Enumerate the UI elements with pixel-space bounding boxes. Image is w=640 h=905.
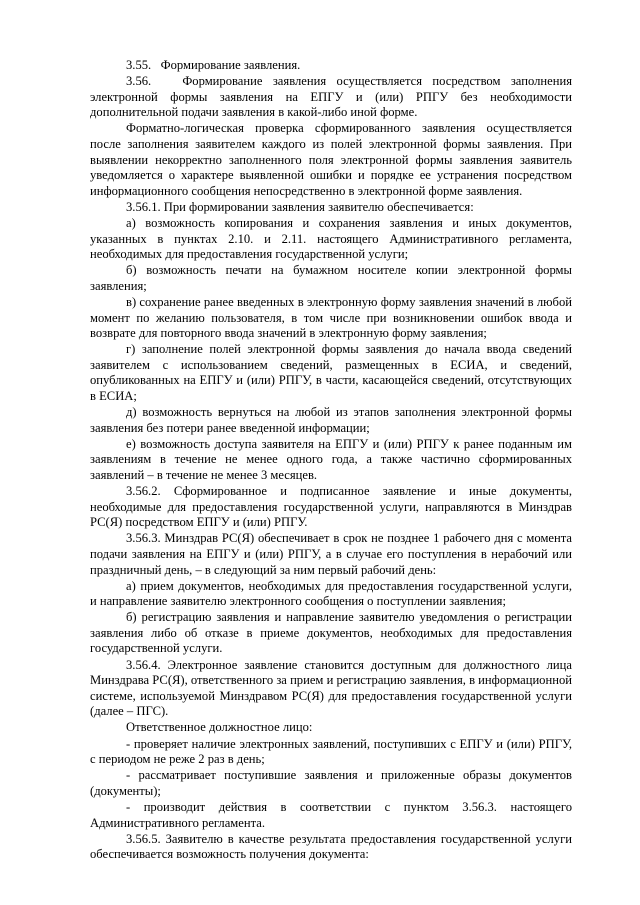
paragraph-3-56-2: 3.56.2. Сформированное и подписанное заявление и иные документы, необходимые для предоставления государственной услуги, направляются в Минздрав РС(Я) посредством ЕПГУ и (или) РПГУ. bbox=[90, 484, 572, 530]
list-item-g: г) заполнение полей электронной формы заявления до начала ввода сведений заявителем с использованием сведений, размещенных в ЕСИА, и сведений, опубликованных на ЕПГУ и (или) РПГУ, в части, касающейся сведений, отсутствующих в ЕСИА; bbox=[90, 342, 572, 403]
list-item-dash-1: - проверяет наличие электронных заявлений, поступивших с ЕПГУ и (или) РПГУ, с периодом не реже 2 раз в день; bbox=[90, 736, 572, 767]
paragraph-3-56: 3.56. Формирование заявления осуществляется посредством заполнения электронной формы заявления на ЕПГУ и (или) РПГУ без необходимости дополнительной подачи заявления в какой-либо иной форме. bbox=[90, 74, 572, 120]
paragraph-3-55: 3.55. Формирование заявления. bbox=[126, 58, 301, 72]
list-item-v: в) сохранение ранее введенных в электронную форму заявления значений в любой момент по желанию пользователя, в том числе при возникновении ошибок ввода и возврате для повторного ввода значений в электронную форму заявления; bbox=[90, 294, 572, 341]
paragraph-3-56-1: 3.56.1. При формировании заявления заявителю обеспечивается: bbox=[126, 199, 474, 214]
list-item-a-2: а) прием документов, необходимых для предоставления государственной услуги, и направление заявителю электронного сообщения о поступлении заявления; bbox=[90, 578, 572, 609]
list-item-b-2: б) регистрацию заявления и направление заявителю уведомления о регистрации заявления либо об отказе в приеме документов, необходимых для предоставления государственной услуги. bbox=[90, 610, 572, 656]
paragraph-3-56-4: 3.56.4. Электронное заявление становится доступным для должностного лица Минздрава РС(Я), ответственного за прием и регистрацию заявления, в информационной системе, используемой Минздравом РС(Я) для предоставления государственной услуги (далее – ПГС). bbox=[90, 657, 572, 719]
list-item-d: д) возможность вернуться на любой из этапов заполнения электронной формы заявления без потери ранее введенной информации; bbox=[90, 405, 572, 435]
list-item-e: е) возможность доступа заявителя на ЕПГУ и (или) РПГУ к ранее поданным им заявлениям в течение не менее одного года, а также частично сформированных заявлений – в течение не менее 3 месяцев. bbox=[90, 436, 572, 482]
document-body bbox=[90, 58, 572, 863]
paragraph-responsible-official: Ответственное должностное лицо: bbox=[126, 720, 313, 735]
paragraph-3-56-5: 3.56.5. Заявителю в качестве результата предоставления государственной услуги обеспечивается возможность получения документа: bbox=[90, 831, 572, 862]
paragraph-3-56-3: 3.56.3. Минздрав РС(Я) обеспечивает в срок не позднее 1 рабочего дня с момента подачи заявления на ЕПГУ и (или) РПГУ, а в случае его поступления в нерабочий или праздничный день, – в следующий за ним первый рабочий день: bbox=[90, 531, 572, 577]
list-item-dash-2: - рассматривает поступившие заявления и приложенные образы документов (документы); bbox=[90, 768, 572, 798]
list-item-b: б) возможность печати на бумажном носителе копии электронной формы заявления; bbox=[90, 263, 572, 293]
list-item-a: а) возможность копирования и сохранения заявления и иных документов, указанных в пунктах 2.10. и 2.11. настоящего Административного регламента, необходимых для предоставления государственной услуги; bbox=[90, 215, 572, 262]
paragraph-format-check: Форматно-логическая проверка сформированного заявления осуществляется после заполнения заявителем каждого из полей электронной формы заявления. При выявлении некорректно заполненного поля электронной формы заявления заявитель уведомляется о характере выявленной ошибки и порядке ее устранения посредством информационного сообщения непосредственно в электронной форме заявления. bbox=[90, 121, 572, 198]
list-item-dash-3: - производит действия в соответствии с пунктом 3.56.3. настоящего Административного регламента. bbox=[90, 799, 572, 830]
